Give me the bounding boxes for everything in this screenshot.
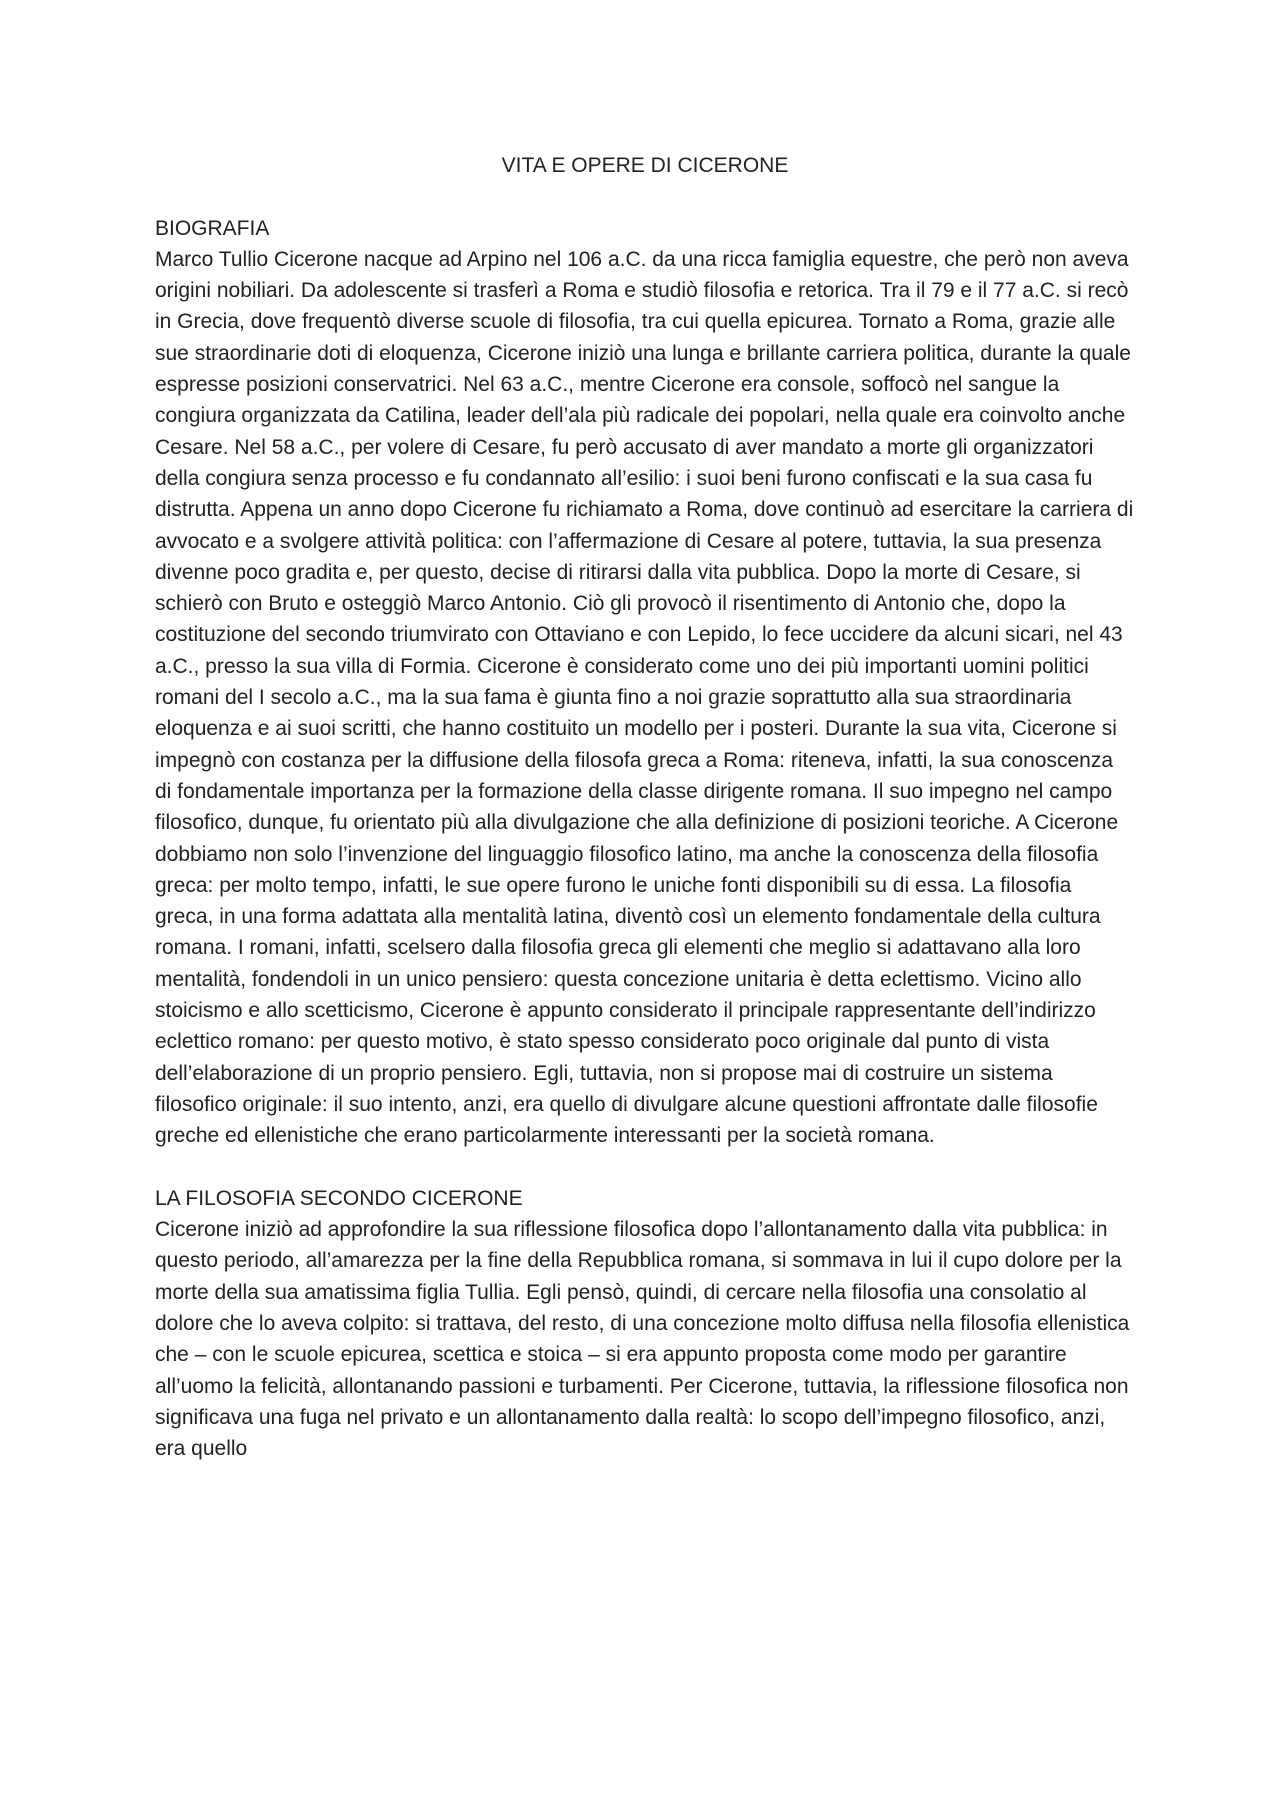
section-heading-filosofia: LA FILOSOFIA SECONDO CICERONE [155, 1186, 523, 1210]
section-body-filosofia: Cicerone iniziò ad approfondire la sua riflessione filosofica dopo l’allontanamento dalla vita pubblica: in questo periodo, all’amarezza per la fine della Repubblica romana, si sommava in lui il cupo dolore per la morte della sua amatissima figlia Tullia. Egli pensò, quindi, di cercare nella filosofia una consolatio al dolore che lo aveva colpito: si trattava, del resto, di una concezione molto diffusa nella filosofia ellenistica che – con le scuole epicurea, scettica e stoica – si era appunto proposta come modo per garantire all’uomo la felicità, allontanando passioni e turbamenti. Per Cicerone, tuttavia, la riflessione filosofica non significava una fuga nel privato e un allontanamento dalla realtà: lo scopo dell’impegno filosofico, anzi, era quello [155, 1218, 1130, 1461]
section-heading-biografia: BIOGRAFIA [155, 216, 270, 240]
section-filosofia [155, 1183, 1135, 1465]
section-biografia [155, 213, 1135, 1152]
section-spacer [155, 1152, 1135, 1183]
document-title: VITA E OPERE DI CICERONE [501, 154, 789, 177]
document-page [155, 150, 1135, 1464]
section-body-biografia: Marco Tullio Cicerone nacque ad Arpino nel 106 a.C. da una ricca famiglia equestre, che però non aveva origini nobiliari. Da adolescente si trasferì a Roma e studiò filosofia e retorica. Tra il 79 e il 77 a.C. si recò in Grecia, dove frequentò diverse scuole di filosofia, tra cui quella epicurea. Tornato a Roma, grazie alle sue straordinarie doti di eloquenza, Cicerone iniziò una lunga e brillante carriera politica, durante la quale espresse posizioni conservatrici. Nel 63 a.C., mentre Cicerone era console, soffocò nel sangue la congiura organizzata da Catilina, leader dell’ala più radicale dei popolari, nella quale era coinvolto anche Cesare. Nel 58 a.C., per volere di Cesare, fu però accusato di aver mandato a morte gli organizzatori della congiura senza processo e fu condannato all’esilio: i suoi beni furono confiscati e la sua casa fu distrutta. Appena un anno dopo Cicerone fu richiamato a Roma, dove continuò ad esercitare la carriera di avvocato e a svolgere attività politica: con l’affermazione di Cesare al potere, tuttavia, la sua presenza divenne poco gradita e, per questo, decise di ritirarsi dalla vita pubblica. Dopo la morte di Cesare, si schierò con Bruto e osteggiò Marco Antonio. Ciò gli provocò il risentimento di Antonio che, dopo la costituzione del secondo triumvirato con Ottaviano e con Lepido, lo fece uccidere da alcuni sicari, nel 43 a.C., presso la sua villa di Formia. Cicerone è considerato come uno dei più importanti uomini politici romani del I secolo a.C., ma la sua fama è giunta fino a noi grazie soprattutto alla sua straordinaria eloquenza e ai suoi scritti, che hanno costituito un modello per i posteri. Durante la sua vita, Cicerone si impegnò con costanza per la diffusione della filosofa greca a Roma: riteneva, infatti, la sua conoscenza di fondamentale importanza per la formazione della classe dirigente romana. Il suo impegno nel campo filosofico, dunque, fu orientato più alla divulgazione che alla definizione di posizioni teoriche. A Cicerone dobbiamo non solo l’invenzione del linguaggio filosofico latino, ma anche la conoscenza della filosofia greca: per molto tempo, infatti, le sue opere furono le uniche fonti disponibili su di essa. La filosofia greca, in una forma adattata alla mentalità latina, diventò così un elemento fondamentale della cultura romana. I romani, infatti, scelsero dalla filosofia greca gli elementi che meglio si adattavano alla loro mentalità, fondendoli in un unico pensiero: questa concezione unitaria è detta eclettismo. Vicino allo stoicismo e allo scetticismo, Cicerone è appunto considerato il principale rappresentante dell’indirizzo eclettico romano: per questo motivo, è stato spesso considerato poco originale dal punto di vista dell’elaborazione di un proprio pensiero. Egli, tuttavia, non si propose mai di costruire un sistema filosofico originale: il suo intento, anzi, era quello di divulgare alcune questioni affrontate dalle filosofie greche ed ellenistiche che erano particolarmente interessanti per la società romana. [155, 247, 1134, 1148]
